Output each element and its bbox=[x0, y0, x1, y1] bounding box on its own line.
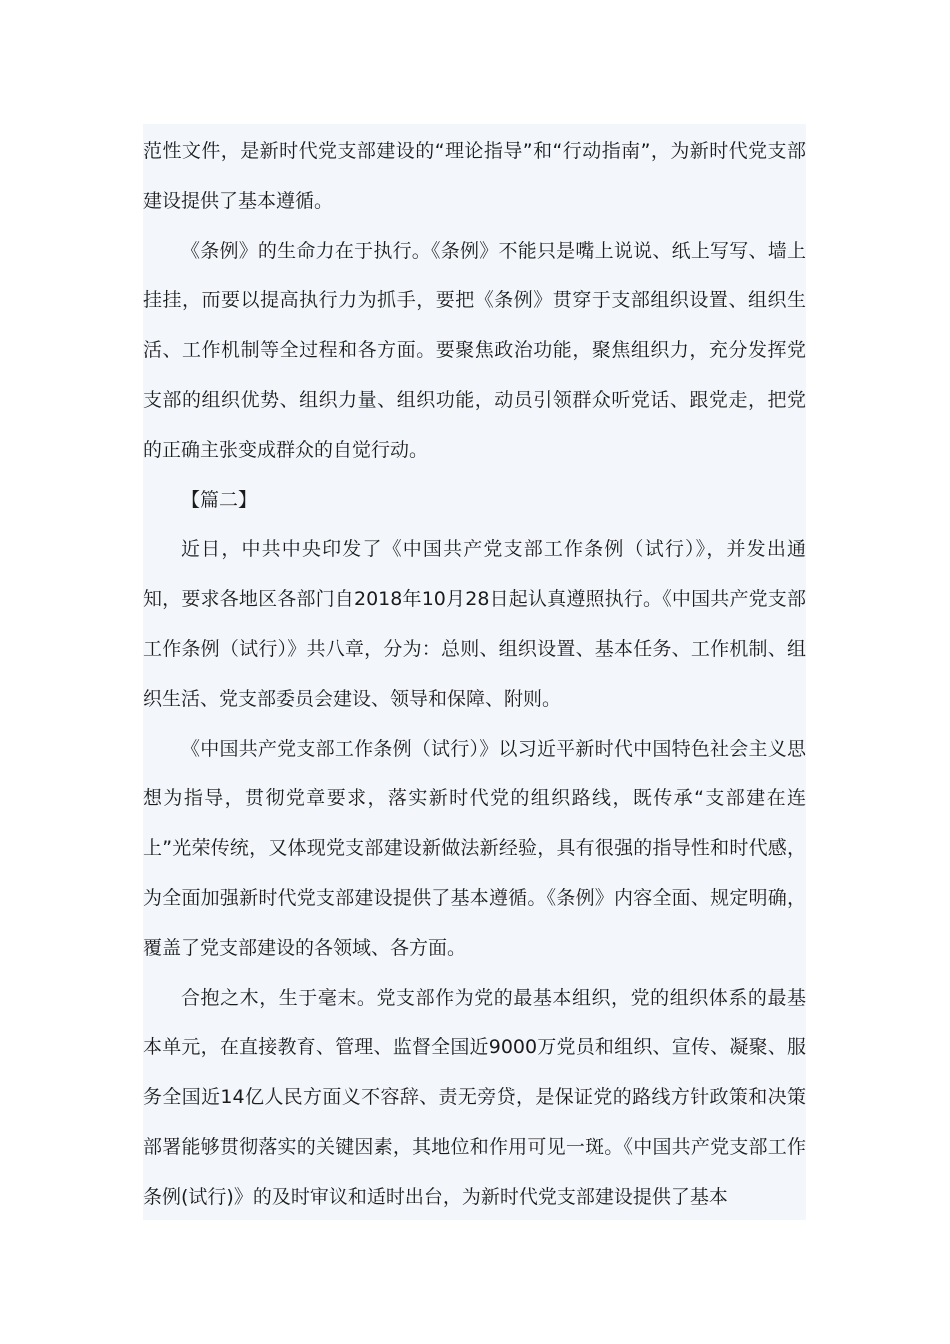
paragraph-4: 《中国共产党支部工作条例（试行）》以习近平新时代中国特色社会主义思想为指导，贯彻党章要求，落实新时代党的组织路线，既传承“支部建在连上”光荣传统，又体现党支部建设新做法新经验，具有很强的指导性和时代感，为全面加强新时代党支部建设提供了基本遵循。《条例》内容全面、规定明确，覆盖了党支部建设的各领域、各方面。 bbox=[143, 737, 806, 959]
document-body bbox=[143, 124, 806, 1220]
paragraph-5: 合抱之木，生于毫末。党支部作为党的最基本组织，党的组织体系的最基本单元，在直接教育、管理、监督全国近9000万党员和组织、宣传、凝聚、服务全国近14亿人民方面义不容辞、责无旁贷，是保证党的路线方针政策和决策部署能够贯彻落实的关键因素，其地位和作用可见一斑。《中国共产党支部工作条例(试行)》的及时审议和适时出台，为新时代党支部建设提供了基本 bbox=[143, 986, 806, 1208]
paragraph-1: 范性文件，是新时代党支部建设的“理论指导”和“行动指南”，为新时代党支部建设提供了基本遵循。 bbox=[143, 140, 806, 212]
paragraph-3: 近日，中共中央印发了《中国共产党支部工作条例（试行）》，并发出通知，要求各地区各部门自2018年10月28日起认真遵照执行。《中国共产党支部工作条例（试行）》共八章，分为：总则、组织设置、基本任务、工作机制、组织生活、党支部委员会建设、领导和保障、附则。 bbox=[143, 538, 806, 710]
section-heading: 【篇二】 bbox=[181, 488, 258, 511]
paragraph-2: 《条例》的生命力在于执行。《条例》不能只是嘴上说说、纸上写写、墙上挂挂，而要以提高执行力为抓手，要把《条例》贯穿于支部组织设置、组织生活、工作机制等全过程和各方面。要聚焦政治功能，聚焦组织力，充分发挥党支部的组织优势、组织力量、组织功能，动员引领群众听党话、跟党走，把党的正确主张变成群众的自觉行动。 bbox=[143, 239, 806, 461]
